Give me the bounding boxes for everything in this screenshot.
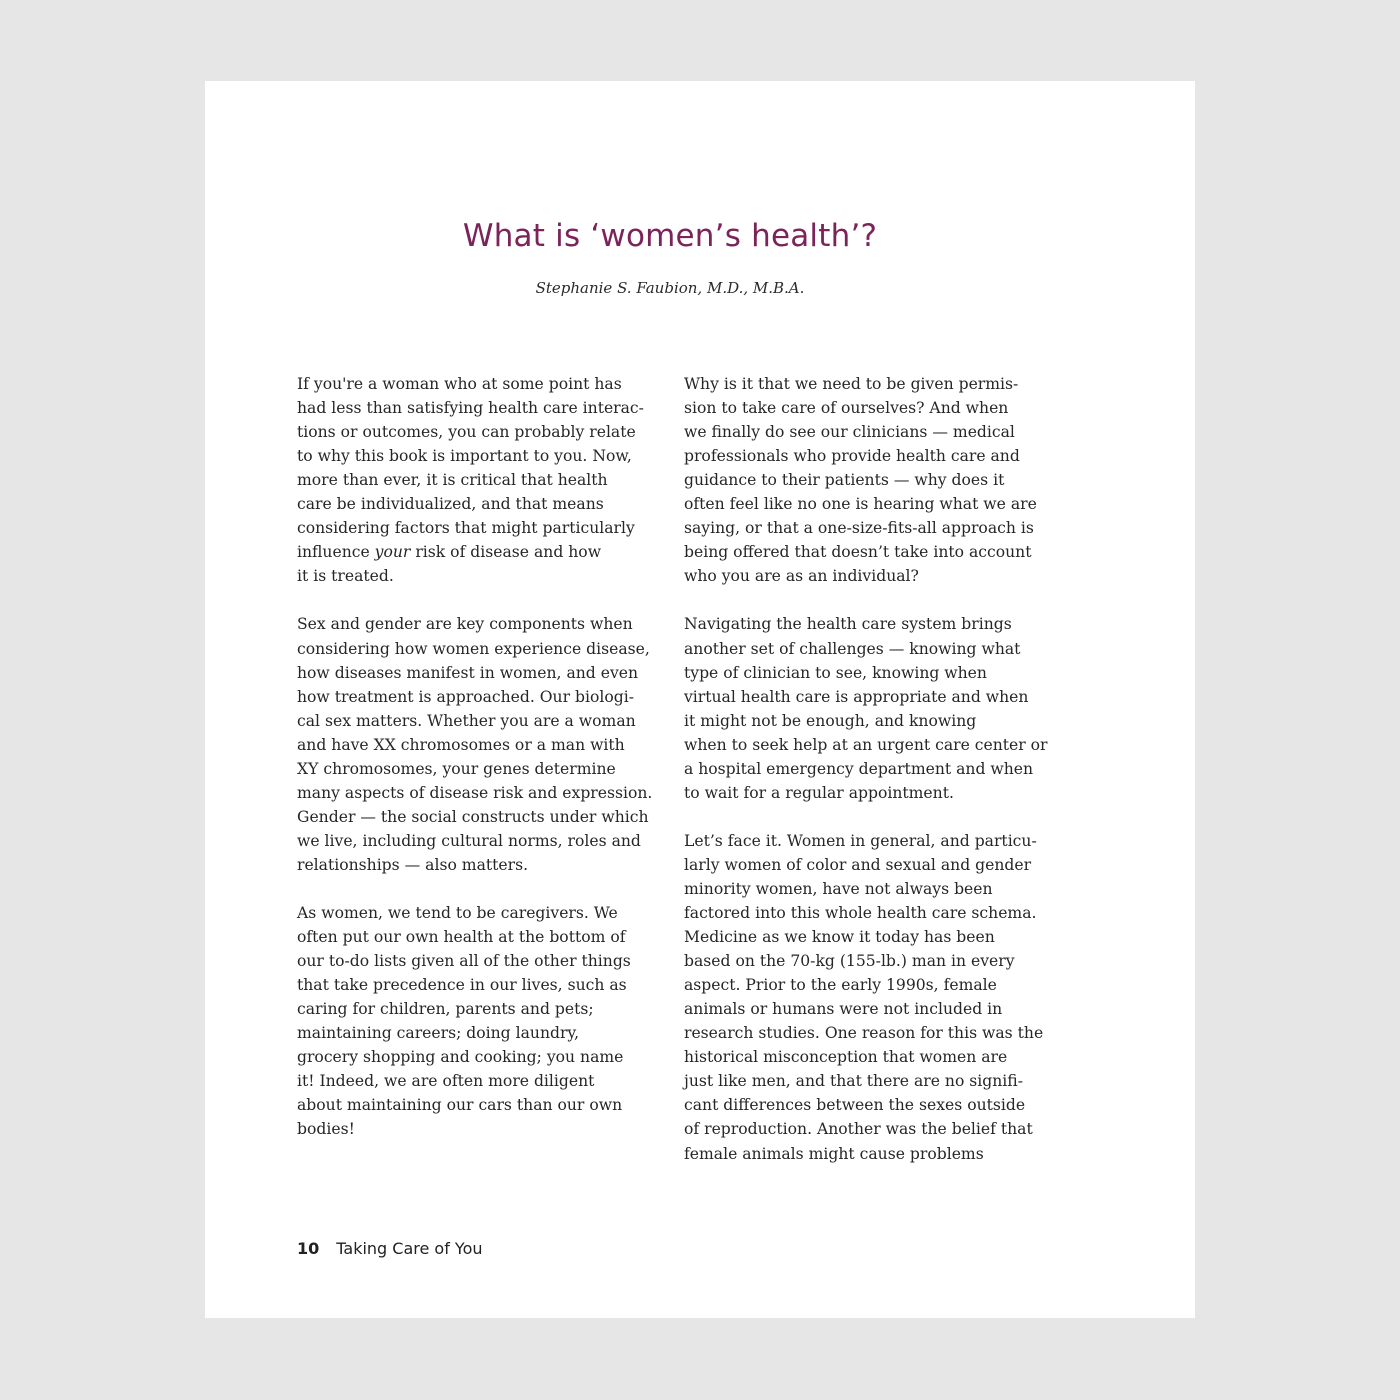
running-title: Taking Care of You bbox=[336, 1239, 483, 1258]
text-line: cant differences between the sexes outside bbox=[684, 1096, 1026, 1115]
text-line: had less than satisfying health care interac- bbox=[297, 399, 644, 418]
paragraph bbox=[684, 372, 1054, 588]
text-line: grocery shopping and cooking; you name bbox=[297, 1048, 624, 1067]
page-number: 10 bbox=[297, 1239, 320, 1258]
text-line: relationships — also matters. bbox=[297, 855, 529, 874]
paragraph bbox=[297, 372, 667, 588]
text-line: it! Indeed, we are often more diligent bbox=[297, 1072, 595, 1091]
text-line: saying, or that a one-size-fits-all approach is bbox=[684, 519, 1034, 538]
paragraph bbox=[684, 612, 1054, 804]
text-line: considering factors that might particularly bbox=[297, 519, 635, 538]
text-line: maintaining careers; doing laundry, bbox=[297, 1024, 580, 1043]
article-author: Stephanie S. Faubion, M.D., M.B.A. bbox=[535, 279, 805, 297]
paragraph bbox=[297, 612, 667, 877]
text-line: tions or outcomes, you can probably relate bbox=[297, 423, 636, 442]
text-line: to why this book is important to you. Now, bbox=[297, 447, 632, 466]
text-line: Navigating the health care system brings bbox=[684, 615, 1012, 634]
text-line: research studies. One reason for this was the bbox=[684, 1024, 1044, 1043]
text-line: and have XX chromosomes or a man with bbox=[297, 735, 625, 754]
article-title: What is ‘women’s health’? bbox=[462, 218, 878, 254]
text-line: a hospital emergency department and when bbox=[684, 759, 1034, 778]
text-line: female animals might cause problems bbox=[684, 1144, 984, 1163]
text-line: Why is it that we need to be given permis- bbox=[684, 375, 1019, 393]
text-line: who you are as an individual? bbox=[684, 567, 919, 586]
text-line: Sex and gender are key components when bbox=[297, 615, 633, 634]
text-line: care be individualized, and that means bbox=[297, 495, 604, 514]
text-line: to wait for a regular appointment. bbox=[684, 783, 954, 802]
text-line: Let’s face it. Women in general, and particu- bbox=[684, 831, 1037, 850]
text-line: cal sex matters. Whether you are a woman bbox=[297, 711, 636, 730]
text-line: our to-do lists given all of the other things bbox=[297, 952, 631, 971]
text-line: that take precedence in our lives, such as bbox=[297, 976, 627, 995]
text-line: caring for children, parents and pets; bbox=[297, 1000, 594, 1019]
text-line: virtual health care is appropriate and when bbox=[684, 687, 1029, 706]
text-line: sion to take care of ourselves? And when bbox=[684, 399, 1009, 418]
text-line: professionals who provide health care and bbox=[684, 447, 1020, 466]
text-line bbox=[297, 540, 667, 564]
text-line: bodies! bbox=[297, 1120, 355, 1139]
text-line: Gender — the social constructs under which bbox=[297, 807, 649, 826]
text-line: we finally do see our clinicians — medical bbox=[684, 423, 1015, 442]
text-line: guidance to their patients — why does it bbox=[684, 471, 1005, 490]
page-footer bbox=[297, 1238, 483, 1260]
text-line: when to seek help at an urgent care center or bbox=[684, 735, 1048, 754]
text-line: it is treated. bbox=[297, 567, 394, 586]
paragraph bbox=[297, 901, 667, 1141]
paragraph bbox=[684, 829, 1054, 1166]
text-line: many aspects of disease risk and expression. bbox=[297, 783, 653, 802]
text-line: we live, including cultural norms, roles and bbox=[297, 831, 641, 850]
text-line: more than ever, it is critical that health bbox=[297, 471, 608, 490]
text-line: larly women of color and sexual and gender bbox=[684, 855, 1032, 874]
text-run: risk of disease and how bbox=[410, 543, 602, 562]
text-line: it might not be enough, and knowing bbox=[684, 711, 977, 730]
emphasis-your: your bbox=[374, 543, 411, 562]
text-line: aspect. Prior to the early 1990s, female bbox=[684, 976, 997, 995]
text-line: being offered that doesn’t take into account bbox=[684, 543, 1032, 562]
text-line: considering how women experience disease, bbox=[297, 639, 650, 658]
text-line: Medicine as we know it today has been bbox=[684, 928, 995, 947]
text-line: of reproduction. Another was the belief that bbox=[684, 1120, 1033, 1139]
text-line: factored into this whole health care schema. bbox=[684, 904, 1037, 923]
text-line: animals or humans were not included in bbox=[684, 1000, 1003, 1019]
text-line: how treatment is approached. Our biologi- bbox=[297, 687, 634, 706]
text-line: often feel like no one is hearing what we are bbox=[684, 495, 1037, 514]
text-line: As women, we tend to be caregivers. We bbox=[297, 904, 618, 923]
text-line: just like men, and that there are no signifi- bbox=[684, 1072, 1023, 1091]
text-line: XY chromosomes, your genes determine bbox=[297, 759, 616, 778]
right-column bbox=[684, 372, 1054, 1190]
text-line: often put our own health at the bottom of bbox=[297, 928, 626, 947]
text-line: how diseases manifest in women, and even bbox=[297, 663, 639, 682]
text-line: minority women, have not always been bbox=[684, 879, 993, 898]
text-line: If you're a woman who at some point has bbox=[297, 375, 622, 393]
text-line: historical misconception that women are bbox=[684, 1048, 1008, 1067]
left-column bbox=[297, 372, 667, 1166]
text-line: type of clinician to see, knowing when bbox=[684, 663, 987, 682]
text-line: based on the 70-kg (155-lb.) man in every bbox=[684, 952, 1015, 971]
text-run: influence bbox=[297, 543, 375, 562]
text-line: another set of challenges — knowing what bbox=[684, 639, 1021, 658]
text-line: about maintaining our cars than our own bbox=[297, 1096, 623, 1115]
